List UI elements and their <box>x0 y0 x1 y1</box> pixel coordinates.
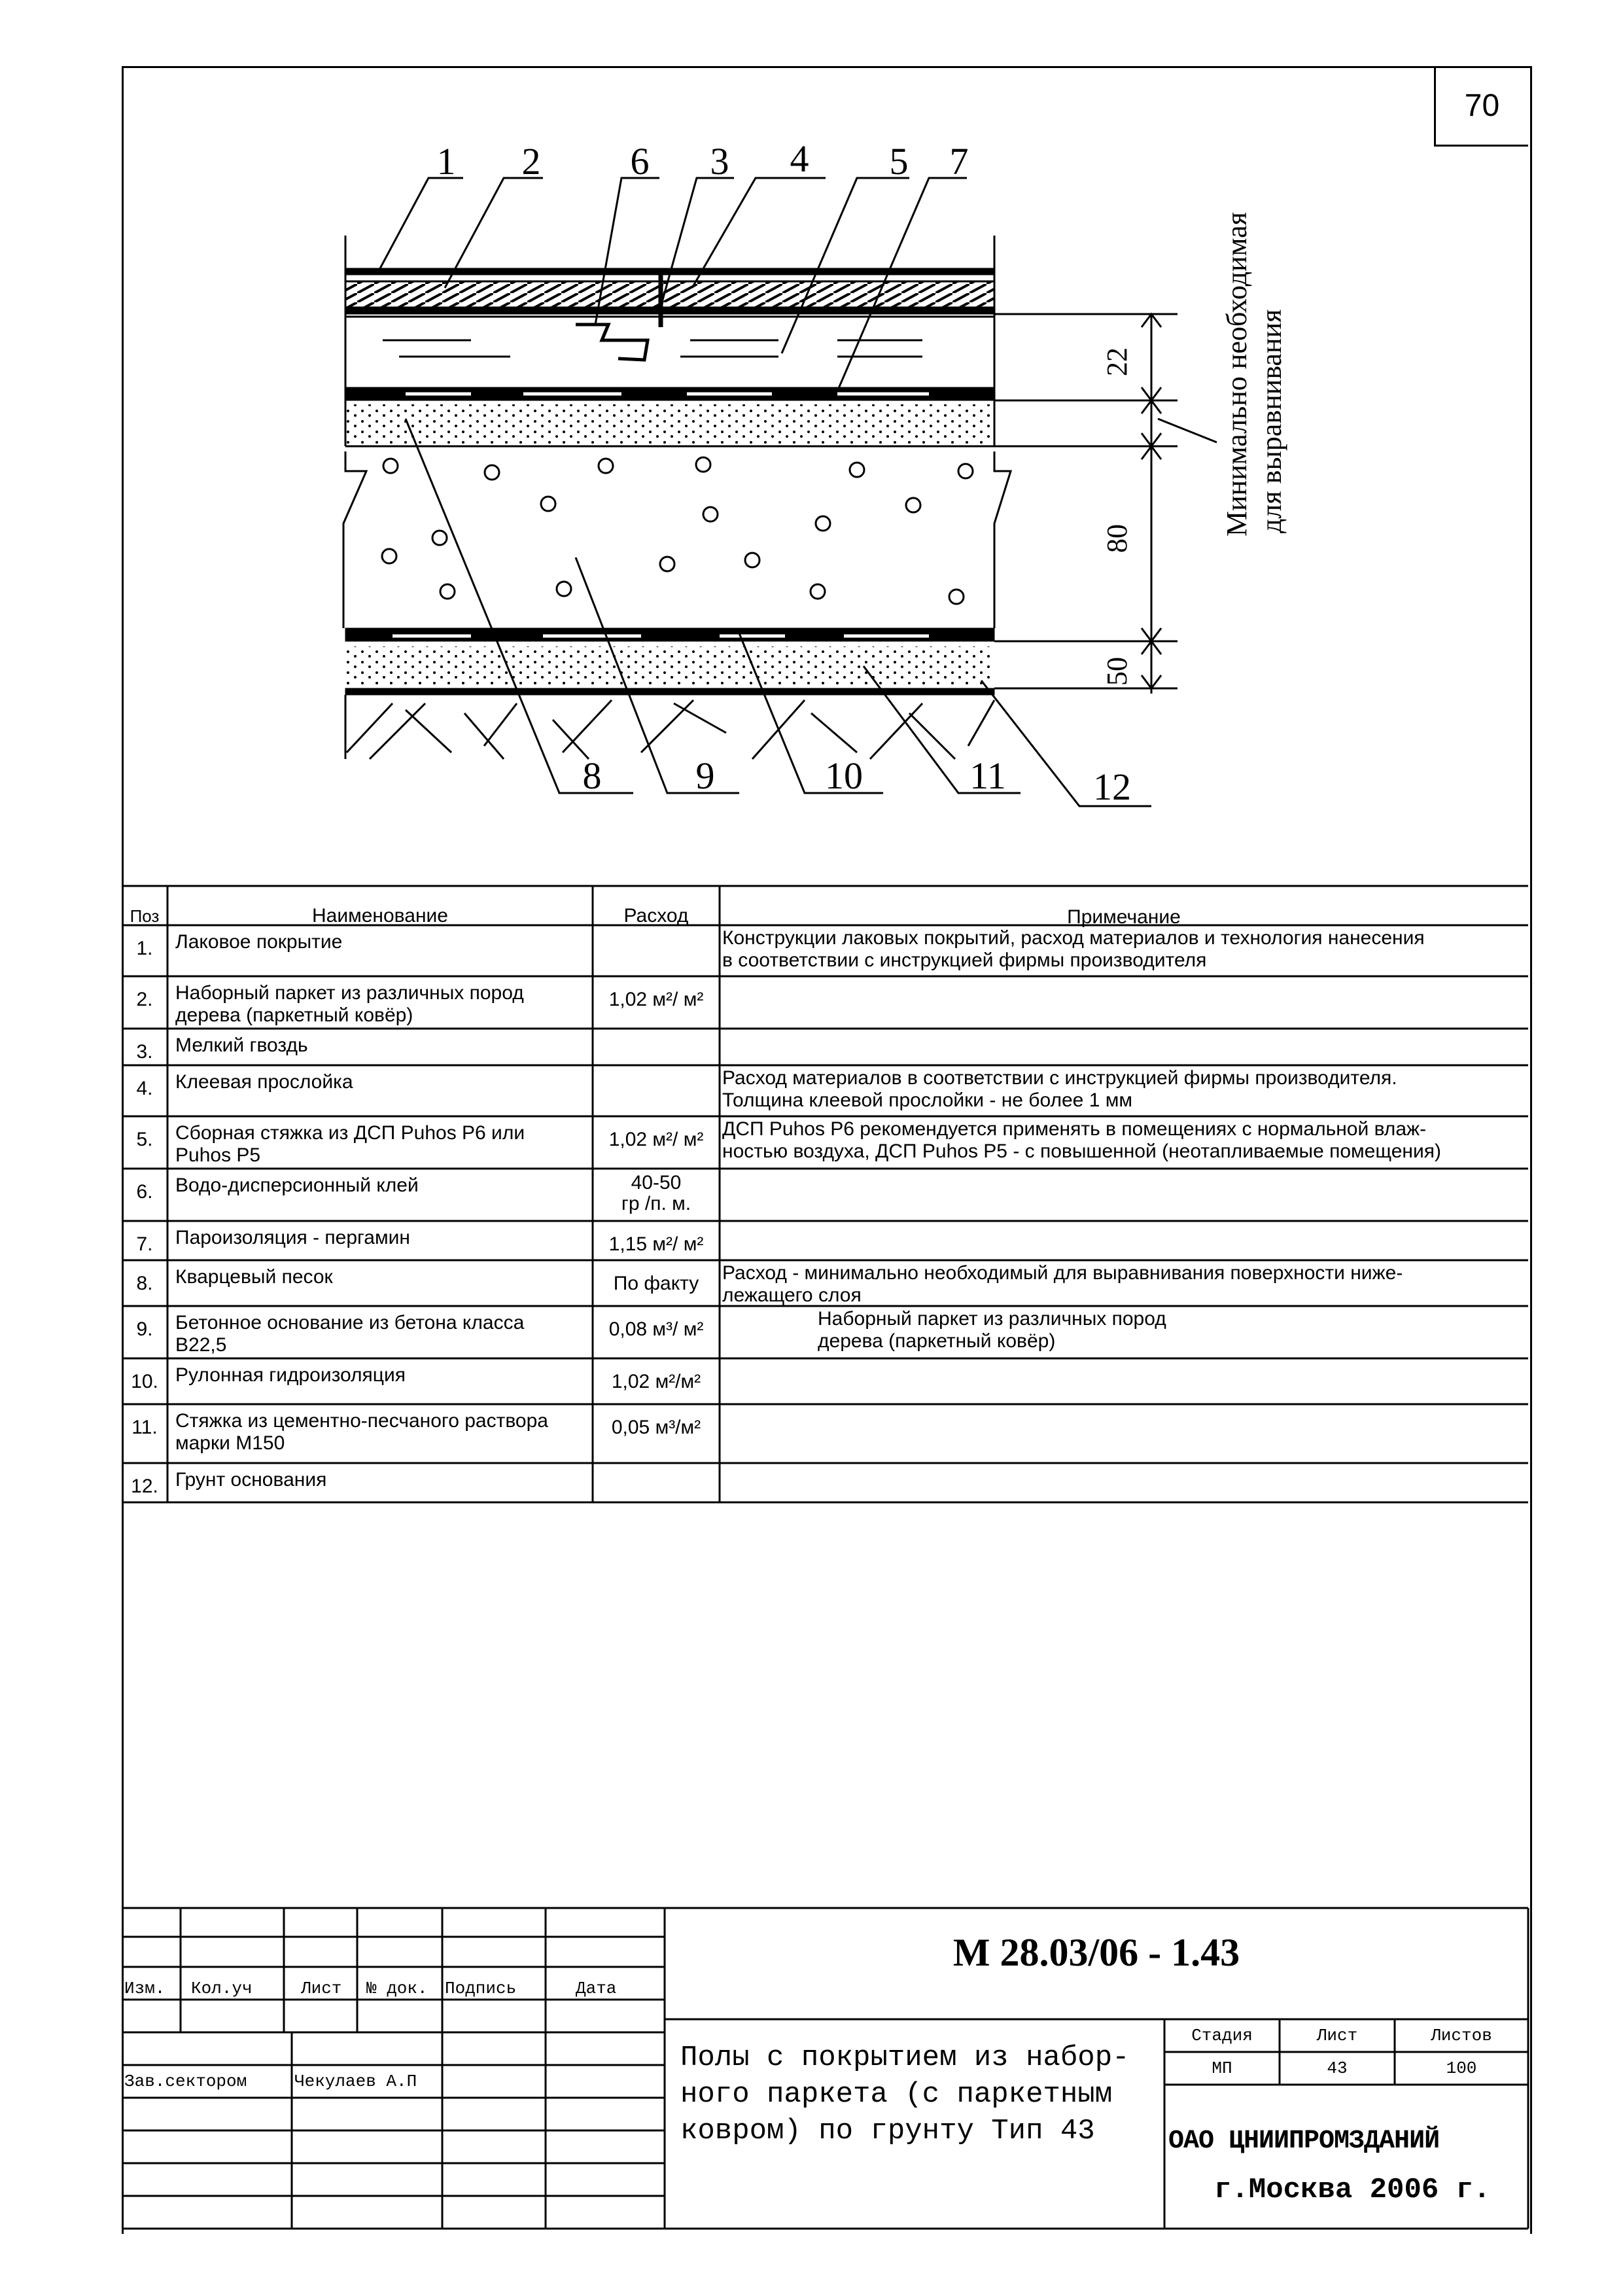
table-row-name: марки М150 <box>175 1432 285 1454</box>
table-row-pos: 10. <box>131 1371 158 1392</box>
callout-4: 4 <box>790 137 809 180</box>
callout-3: 3 <box>710 140 729 183</box>
table-row-name: Puhos P5 <box>175 1144 261 1166</box>
table-row-name: дерева (паркетный ковёр) <box>175 1004 413 1026</box>
dimension-50: 50 <box>1101 657 1133 686</box>
stamp-col-izm: Изм. <box>124 1979 166 1998</box>
callout-11: 11 <box>969 754 1006 797</box>
table-row-name: Стяжка из цементно-песчаного раствора <box>175 1410 548 1432</box>
table-row-note: Расход материалов в соответствии с инструкцией фирмы производителя. <box>722 1067 1397 1089</box>
table-row-pos: 11. <box>131 1417 158 1438</box>
callout-6: 6 <box>630 140 650 183</box>
table-row-pos: 8. <box>136 1273 153 1294</box>
stamp-sheets-label: Листов <box>1431 2026 1492 2045</box>
table-row-rate: гр /п. м. <box>621 1193 691 1214</box>
sheet-title-line3: ковром) по грунту Тип 43 <box>680 2115 1095 2147</box>
stamp-stage-label: Стадия <box>1191 2026 1253 2045</box>
table-row-name: Лаковое покрытие <box>175 931 343 953</box>
table-row-name: Грунт основания <box>175 1469 327 1491</box>
table-row-rate: 1,02 м²/м² <box>611 1371 701 1392</box>
table-row-name: Клеевая прослойка <box>175 1071 353 1093</box>
stamp-person: Чекулаев А.П <box>294 2072 417 2091</box>
document-code: М 28.03/06 - 1.43 <box>952 1931 1240 1974</box>
table-row-note: Расход - минимально необходимый для выравнивания поверхности ниже- <box>722 1262 1403 1284</box>
table-row-rate: 1,02 м²/ м² <box>608 1129 704 1150</box>
table-header-rate: Расход <box>623 905 689 927</box>
table-row-pos: 1. <box>136 938 153 959</box>
callout-9: 9 <box>695 754 715 797</box>
table-row-note: в соответствии с инструкцией фирмы производителя <box>722 949 1207 971</box>
table-row-note: Толщина клеевой прослойки - не более 1 мм <box>722 1089 1132 1111</box>
table-row-pos: 4. <box>136 1078 153 1099</box>
table-header-note: Примечание <box>1067 906 1181 928</box>
dimension-80: 80 <box>1101 524 1133 553</box>
stamp-stage: МП <box>1212 2058 1232 2078</box>
side-note-line1: Минимально необходимая <box>1221 212 1253 537</box>
table-row-pos: 5. <box>136 1129 153 1150</box>
callout-1: 1 <box>436 140 456 183</box>
table-row-rate: 0,08 м³/ м² <box>608 1318 704 1340</box>
stamp-col-doc: № док. <box>366 1979 428 1998</box>
table-row-name: Бетонное основание из бетона класса <box>175 1312 525 1333</box>
table-row-rate: По факту <box>613 1273 699 1294</box>
table-row-note: ностью воздуха, ДСП Puhos P5 - с повышенной (неотапливаемые помещения) <box>722 1140 1441 1162</box>
table-row-note: Наборный паркет из различных пород <box>818 1308 1166 1330</box>
callout-5: 5 <box>889 140 909 183</box>
side-note-line2: для выравнивания <box>1255 309 1287 533</box>
table-row-name: Рулонная гидроизоляция <box>175 1364 406 1386</box>
sheet-number: 70 <box>1434 66 1528 147</box>
dimension-22: 22 <box>1101 347 1133 376</box>
table-row-name: Кварцевый песок <box>175 1266 333 1288</box>
table-row-note: лежащего слоя <box>722 1284 862 1306</box>
table-row-pos: 7. <box>136 1233 153 1255</box>
table-row-note: ДСП Puhos P6 рекомендуется применять в помещениях с нормальной влаж- <box>722 1118 1427 1140</box>
callout-8: 8 <box>582 754 602 797</box>
table-row-name: Водо-дисперсионный клей <box>175 1174 419 1196</box>
stamp-sheets: 100 <box>1446 2058 1477 2078</box>
table-row-name: Сборная стяжка из ДСП Puhos P6 или <box>175 1122 525 1144</box>
sheet-title-line2: ного паркета (с паркетным <box>680 2078 1113 2111</box>
table-row-name: Наборный паркет из различных пород <box>175 982 524 1004</box>
table-row-pos: 12. <box>131 1475 158 1497</box>
table-row-name: В22,5 <box>175 1334 227 1356</box>
stamp-sheet: 43 <box>1327 2058 1348 2078</box>
table-row-rate: 1,02 м²/ м² <box>608 989 704 1010</box>
stamp-role: Зав.сектором <box>124 2072 247 2091</box>
table-header-pos: Поз <box>130 906 160 926</box>
table-header-name: Наименование <box>312 905 448 927</box>
table-row-rate: 1,15 м²/ м² <box>608 1233 704 1255</box>
organization-city: г.Москва 2006 г. <box>1214 2174 1491 2206</box>
table-row-pos: 6. <box>136 1181 153 1203</box>
callout-2: 2 <box>521 140 541 183</box>
table-row-rate: 0,05 м³/м² <box>611 1417 701 1438</box>
stamp-col-kol: Кол.уч <box>191 1979 253 1998</box>
stamp-sheet-label: Лист <box>1316 2026 1358 2045</box>
organization-name: ОАО ЦНИИПРОМЗДАНИЙ <box>1168 2127 1440 2156</box>
stamp-col-date: Дата <box>576 1979 617 1998</box>
table-row-name: Пароизоляция - пергамин <box>175 1227 410 1248</box>
sheet-title-line1: Полы с покрытием из набор- <box>680 2041 1130 2074</box>
table-row-note: дерева (паркетный ковёр) <box>818 1330 1056 1352</box>
stamp-col-list: Лист <box>301 1979 342 1998</box>
table-row-pos: 9. <box>136 1318 153 1340</box>
table-row-pos: 2. <box>136 989 153 1010</box>
table-row-pos: 3. <box>136 1041 153 1063</box>
table-row-rate: 40-50 <box>631 1172 682 1193</box>
callout-12: 12 <box>1093 766 1131 808</box>
callout-10: 10 <box>825 754 863 797</box>
table-row-note: Конструкции лаковых покрытий, расход материалов и технология нанесения <box>722 927 1425 949</box>
callout-7: 7 <box>949 140 969 183</box>
table-row-name: Мелкий гвоздь <box>175 1034 308 1056</box>
stamp-col-sign: Подпись <box>445 1979 517 1998</box>
